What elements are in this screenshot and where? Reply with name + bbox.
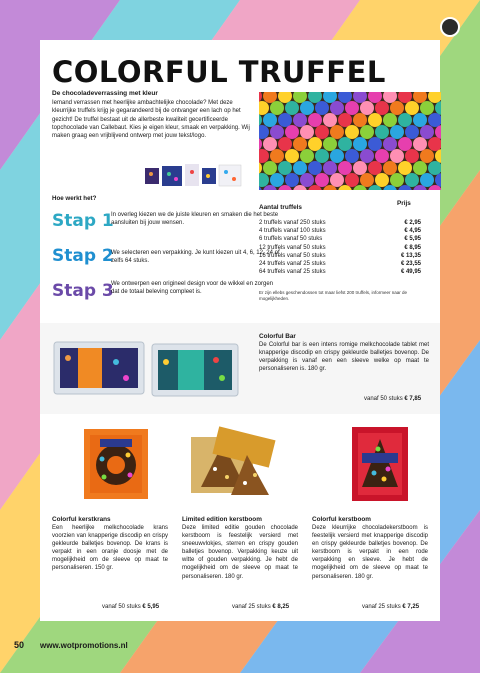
truffle-ball: [360, 101, 374, 115]
truffle-ball: [390, 173, 404, 187]
truffle-ball: [293, 161, 307, 175]
bar-title: Colorful Bar: [259, 333, 296, 340]
truffle-ball: [330, 173, 344, 187]
truffle-ball: [285, 173, 299, 187]
product-text: Deze kleurrijke chocoladekerstboom is feestelijk versierd met knapperige discodip en crispy gekleurde balletjes bovenop. De kerstboom is verpakt in een rode verpakking en sleeve. Je hebt de mogelijkheid om de sleeve op maat te personaliseren. 180 gr.: [312, 525, 428, 580]
product-price: vanaf 25 stuks € 8,25: [232, 604, 290, 610]
truffle-ball: [308, 137, 322, 151]
truffle-ball: [390, 125, 404, 139]
step-2-text: We selecteren een verpakking. Je kunt kiezen uit 4, 6, 12, 24 of zelfs 64 stuks.: [111, 250, 280, 265]
truffle-ball: [323, 113, 337, 127]
product-title: Colorful kerstboom: [312, 516, 371, 523]
step-2-label: Stap 2: [52, 246, 114, 266]
truffle-ball: [315, 149, 329, 163]
truffle-ball: [323, 161, 337, 175]
price-table-qty-header: Aantal truffels: [259, 204, 302, 211]
truffle-ball: [420, 149, 434, 163]
truffle-ball: [300, 173, 314, 187]
brand-logo-icon: [440, 17, 460, 37]
truffle-ball: [420, 101, 434, 115]
truffle-ball: [263, 161, 277, 175]
truffle-ball: [368, 113, 382, 127]
colorful-kerstboom-image: [348, 423, 412, 505]
step-3-text: We ontwerpen een origineel design voor de wikkel en zorgen dat de totaal beleving compleet is.: [111, 281, 273, 296]
intro-text: Iemand verrassen met heerlijke ambachtelijke chocolade? Met deze kleurrijke truffels krijg je gegarandeerd bij de ontvanger een lach op het gezicht! De truffel bestaat uit de allerbeste kwaliteit gecertificeerde topchocolade van Callebaut. Kies je eigen kleur, smaak en verpakking. Wij maken graag een vrijblijvend ontwerp met jouw tekst/logo.: [52, 100, 250, 140]
limited-kerstboom-image: [185, 425, 277, 503]
truffle-ball: [345, 149, 359, 163]
price-row: 12 truffels vanaf 50 stuks € 8,95: [259, 244, 421, 251]
truffle-ball: [315, 125, 329, 139]
truffle-ball: [285, 149, 299, 163]
truffle-ball: [278, 113, 292, 127]
truffle-ball: [300, 125, 314, 139]
truffles-image: [259, 92, 441, 190]
how-heading: Hoe werkt het?: [52, 195, 97, 202]
truffle-ball: [338, 137, 352, 151]
price-row: 2 truffels vanaf 250 stuks € 2,95: [259, 220, 421, 226]
truffle-ball: [413, 113, 427, 127]
truffle-ball: [398, 113, 412, 127]
truffle-ball: [293, 137, 307, 151]
truffle-ball: [263, 137, 277, 151]
truffle-ball: [420, 125, 434, 139]
truffle-ball: [353, 137, 367, 151]
truffle-ball: [375, 173, 389, 187]
truffle-ball: [360, 173, 374, 187]
truffle-ball: [405, 101, 419, 115]
truffle-ball: [360, 149, 374, 163]
truffle-ball: [360, 125, 374, 139]
truffle-ball: [345, 101, 359, 115]
truffle-ball: [285, 125, 299, 139]
truffle-ball: [383, 161, 397, 175]
product-text: Een heerlijke melkchocolade krans voorzien van knapperige discodip en crispy gekleurde balletjes bovenop. De krans is verpakt in een oranje doosje met de mogelijkheid om de sleeve op maat te personaliseren. 150 gr.: [52, 525, 168, 572]
truffle-ball: [383, 137, 397, 151]
product-title: Colorful kerstkrans: [52, 516, 111, 523]
truffle-ball: [315, 101, 329, 115]
truffle-ball: [375, 125, 389, 139]
price-row: 24 truffels vanaf 25 stuks € 23,55: [259, 261, 421, 267]
truffle-ball: [345, 125, 359, 139]
price-row: 6 truffels vanaf 50 stuks € 5,95: [259, 236, 421, 243]
truffle-ball: [390, 101, 404, 115]
price-row: 64 truffels vanaf 25 stuks € 49,95: [259, 269, 421, 276]
truffle-ball: [353, 161, 367, 175]
truffle-ball: [270, 149, 284, 163]
truffle-ball: [315, 173, 329, 187]
truffle-ball: [278, 161, 292, 175]
truffle-ball: [330, 149, 344, 163]
truffle-ball: [413, 161, 427, 175]
product-text: Deze limited editie gouden chocolade kerstboom is feestelijk versierd met sneeuwvlokjes, sterren en crispy gouden balletjes bovenop. Verpakking keuze uit witte of gouden verpakking. Je hebt de mogelijkheid om de sleeve op maat te personaliseren. 180 gr.: [182, 525, 298, 580]
truffle-ball: [308, 113, 322, 127]
truffle-ball: [270, 101, 284, 115]
truffle-ball: [270, 125, 284, 139]
page-number: 50: [14, 640, 25, 650]
truffle-ball: [383, 113, 397, 127]
truffle-ball: [263, 113, 277, 127]
page-title: COLORFUL TRUFFEL: [52, 55, 386, 89]
truffle-ball: [398, 161, 412, 175]
truffle-ball: [285, 101, 299, 115]
bar-text: De Colorful bar is een intens romige melkchocolade tablet met knapperige discodip en crispy gekleurde balletjes bovenop. De verpakking is vanaf een een sleeve welke op maat te personaliseren is. 180 gr.: [259, 342, 429, 373]
truffle-ball: [405, 125, 419, 139]
truffle-ball: [300, 101, 314, 115]
truffle-ball: [405, 149, 419, 163]
truffle-ball: [368, 161, 382, 175]
product-price: vanaf 50 stuks € 5,95: [102, 604, 160, 610]
truffle-ball: [338, 161, 352, 175]
truffle-ball: [330, 101, 344, 115]
truffle-ball: [353, 113, 367, 127]
truffle-ball: [338, 113, 352, 127]
step-3-label: Stap 3: [52, 281, 114, 301]
website-url[interactable]: www.wotpromotions.nl: [40, 641, 128, 650]
price-row: 4 truffels vanaf 100 stuks € 4,95: [259, 228, 421, 235]
truffle-ball: [375, 101, 389, 115]
bar-price: vanaf 50 stuks € 7,85: [364, 396, 422, 402]
step-1-text: In overleg kiezen we de juiste kleuren en smaken die het beste aansluiten bij jouw wensen.: [111, 212, 279, 227]
truffle-ball: [270, 173, 284, 187]
truffle-ball: [420, 173, 434, 187]
packaging-image: [145, 162, 243, 188]
truffle-ball: [293, 113, 307, 127]
intro-subtitle: De chocoladeverrassing met kleur: [52, 90, 158, 97]
product-price: vanaf 25 stuks € 7,25: [362, 604, 420, 610]
truffle-ball: [390, 149, 404, 163]
truffle-ball: [375, 149, 389, 163]
price-note: Er zijn ellebs geschendossen tot maar liefst 200 truffels, informeer naar de mogelijkheden.: [259, 290, 407, 301]
truffle-ball: [330, 125, 344, 139]
product-title: Limited edition kerstboom: [182, 516, 262, 523]
colorful-bar-image: [52, 332, 242, 404]
truffle-ball: [308, 161, 322, 175]
truffle-ball: [413, 137, 427, 151]
truffle-ball: [345, 173, 359, 187]
step-1-label: Stap 1: [52, 211, 114, 231]
truffle-ball: [278, 137, 292, 151]
kerstkrans-image: [80, 425, 152, 503]
truffle-ball: [300, 149, 314, 163]
price-row: 16 truffels vanaf 50 stuks € 13,35: [259, 252, 421, 259]
truffle-ball: [323, 137, 337, 151]
truffle-ball: [398, 137, 412, 151]
truffle-ball: [368, 137, 382, 151]
price-table-price-header: Prijs: [397, 200, 411, 207]
truffle-ball: [405, 173, 419, 187]
